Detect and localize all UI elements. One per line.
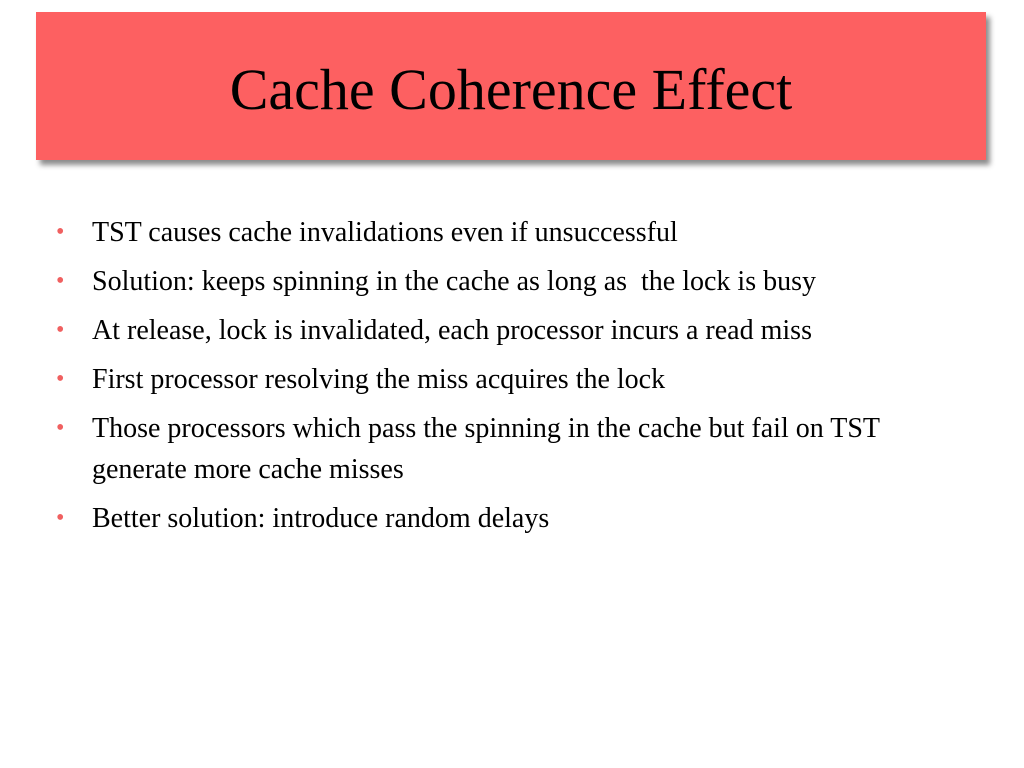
bullet-item (56, 498, 916, 539)
bullet-text: TST causes cache invalidations even if unsuccessful (92, 217, 678, 248)
bullet-item (56, 310, 916, 351)
bullet-text: Better solution: introduce random delays (92, 503, 550, 534)
bullet-item (56, 212, 916, 253)
bullet-marker-icon: • (56, 317, 65, 343)
bullet-item (56, 408, 916, 490)
bullet-marker-icon: • (56, 415, 65, 441)
bullet-list (56, 212, 916, 547)
slide-title: Cache Coherence Effect (229, 57, 793, 122)
bullet-marker-icon: • (56, 268, 65, 294)
bullet-marker-icon: • (56, 366, 65, 392)
bullet-marker-icon: • (56, 219, 65, 245)
title-banner (36, 12, 986, 160)
bullet-text: Those processors which pass the spinning in the cache but fail on TST generate more cache misses (92, 413, 887, 485)
bullet-marker-icon: • (56, 505, 65, 531)
bullet-text: Solution: keeps spinning in the cache as long as the lock is busy (92, 266, 817, 297)
bullet-text: First processor resolving the miss acquires the lock (92, 364, 666, 395)
bullet-item (56, 359, 916, 400)
bullet-text: At release, lock is invalidated, each processor incurs a read miss (92, 315, 812, 346)
bullet-item (56, 261, 916, 302)
